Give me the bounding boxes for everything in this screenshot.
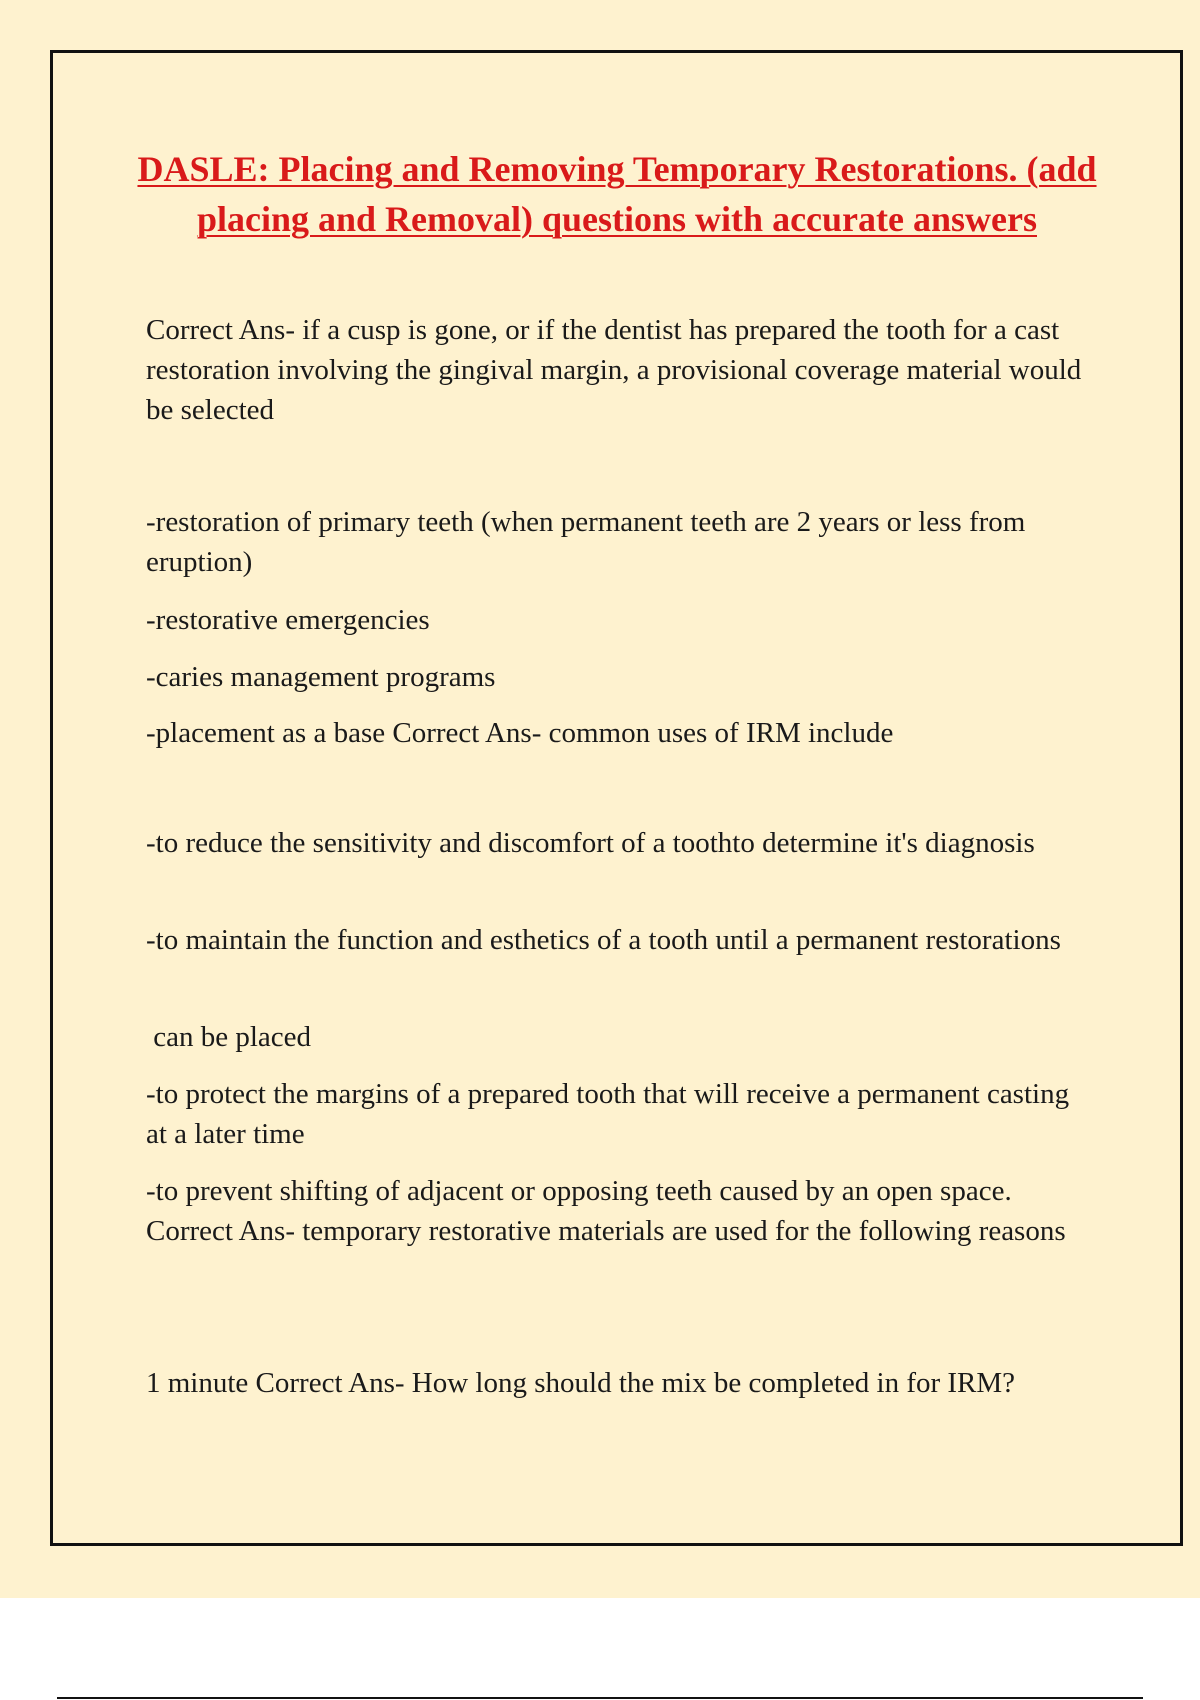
paragraph-restorative-emergencies: -restorative emergencies <box>146 604 430 636</box>
paragraph-reduce-sensitivity: -to reduce the sensitivity and discomfort of a toothto determine it's diagnosis <box>146 827 1035 859</box>
content-border-box <box>50 50 1183 1546</box>
document-title: DASLE: Placing and Removing Temporary Restorations. (add placing and Removal) questions with accurate answers <box>137 149 1097 239</box>
paragraph-irm-uses: -placement as a base Correct Ans- common uses of IRM include <box>146 717 894 749</box>
paragraph-irm-mix-time: 1 minute Correct Ans- How long should the mix be completed in for IRM? <box>146 1367 1016 1399</box>
paragraph-primary-teeth: -restoration of primary teeth (when permanent teeth are 2 years or less from eruption) <box>146 506 1026 578</box>
paragraph-provisional-coverage: Correct Ans- if a cusp is gone, or if the dentist has prepared the tooth for a cast restoration involving the gingival margin, a provisional coverage material would be selected <box>146 314 1082 426</box>
paragraph-maintain-function: -to maintain the function and esthetics of a tooth until a permanent restorations <box>146 924 1061 956</box>
paragraph-protect-margins: -to protect the margins of a prepared tooth that will receive a permanent casting at a later time <box>146 1078 1070 1150</box>
paragraph-prevent-shifting: -to prevent shifting of adjacent or opposing teeth caused by an open space. Correct Ans- temporary restorative materials are used for the following reasons <box>146 1175 1066 1247</box>
footer-rule <box>57 1697 1143 1699</box>
paragraph-can-be-placed: can be placed <box>146 1021 312 1053</box>
paragraph-caries-management: -caries management programs <box>146 661 496 693</box>
